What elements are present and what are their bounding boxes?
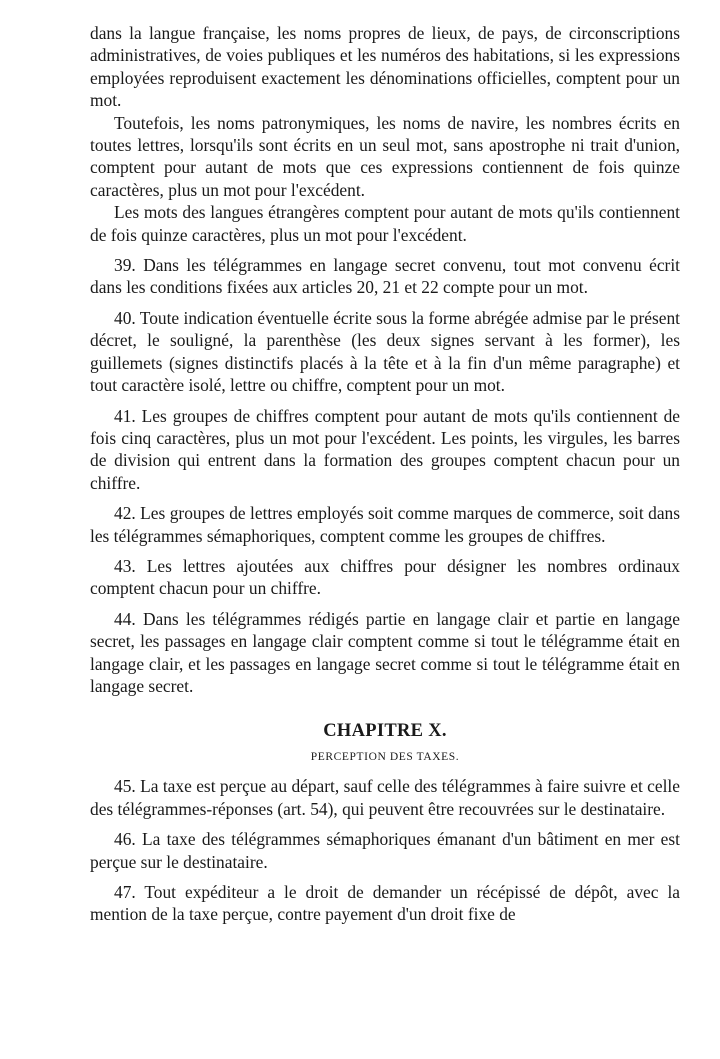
article-46: 46. La taxe des télégrammes sémaphoriques émanant d'un bâtiment en mer est perçue sur le destinataire. xyxy=(90,829,680,872)
article-43: 43. Les lettres ajoutées aux chiffres pour désigner les nombres ordinaux comptent chacun pour un chiffre. xyxy=(90,555,680,599)
chapter-title: CHAPITRE X. xyxy=(323,721,447,742)
paragraph-continuation: dans la langue française, les noms propres de lieux, de pays, de circonscriptions administratives, de voies publiques et les numéros des habitations, si les expressions employées reproduisent exactement les dénominations officielles, comptent pour un mot. xyxy=(90,23,680,111)
article-42: 42. Les groupes de lettres employés soit comme marques de commerce, soit dans les télégrammes sémaphoriques, comptent comme les groupes de chiffres. xyxy=(90,503,680,546)
chapter-subtitle: PERCEPTION DES TAXES. xyxy=(310,751,460,764)
article-47: 47. Tout expéditeur a le droit de demander un récépissé de dépôt, avec la mention de la taxe perçue, contre payement d'un droit fixe de xyxy=(90,882,680,925)
article-40: 40. Toute indication éventuelle écrite sous la forme abrégée admise par le présent décret, le souligné, la parenthèse (les deux signes servant à les former), les guillemets (signes distinctifs placés à la tête et à la fin d'un même paragraphe) et tout caractère isolé, lettre ou chiffre, comptent pour un mot. xyxy=(90,307,680,396)
article-45: 45. La taxe est perçue au départ, sauf celle des télégrammes à faire suivre et celle des télégrammes-réponses (art. 54), qui peuvent être recouvrées sur le destinataire. xyxy=(90,776,680,819)
paragraph-foreign-words: Les mots des langues étrangères comptent pour autant de mots qu'ils contiennent de fois quinze caractères, plus un mot pour l'excédent. xyxy=(90,202,680,245)
article-44: 44. Dans les télégrammes rédigés partie en langage clair et partie en langage secret, les passages en langage clair comptent comme si tout le télégramme était en langage clair, et les passages en langage secret comme si tout le télégramme était en langage secret. xyxy=(90,608,680,696)
article-41: 41. Les groupes de chiffres comptent pour autant de mots qu'ils contiennent de fois cinq caractères, plus un mot pour l'excédent. Les points, les virgules, les barres de division qui entrent dans la formation des groupes comptent chacun pour un chiffre. xyxy=(90,405,680,493)
document-page xyxy=(90,22,680,926)
paragraph-proper-names: Toutefois, les noms patronymiques, les noms de navire, les nombres écrits en toutes lettres, lorsqu'ils sont écrits en un seul mot, sans apostrophe ni trait d'union, comptent pour autant de mots que ces expressions contiennent de fois quinze caractères, plus un mot pour l'excédent. xyxy=(90,112,680,200)
article-39: 39. Dans les télégrammes en langage secret convenu, tout mot convenu écrit dans les conditions fixées aux articles 20, 21 et 22 compte pour un mot. xyxy=(90,255,680,298)
